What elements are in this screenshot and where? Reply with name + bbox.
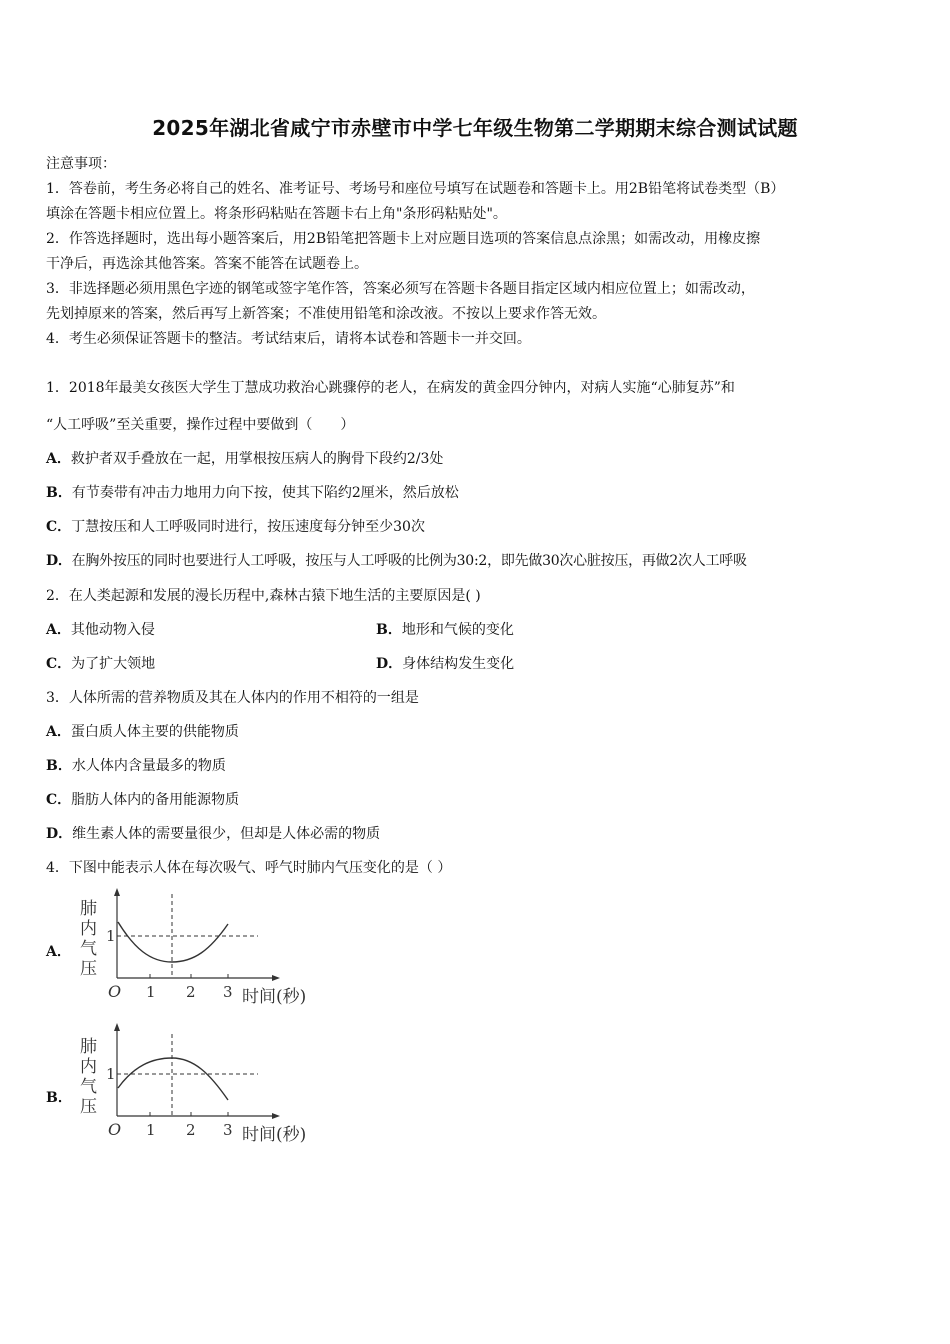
q4-stem: 4．下图中能表示人体在每次吸气、呼气时肺内气压变化的是（ ） [46,860,452,876]
y-axis-label-char: 肺 [80,899,97,919]
option-text: 地形和气候的变化 [401,622,514,638]
option-label: B． [46,758,72,774]
option-label: D． [376,656,403,672]
x-axis-label: 时间(秒) [242,1125,307,1145]
q3-option-d [46,823,380,843]
option-label: C． [46,519,72,535]
x-tick-label: 2 [186,983,196,1001]
option-text: 身体结构发生变化 [402,656,515,672]
q1-stem-line2: “人工呼吸”至关重要，操作过程中要做到（ ） [46,417,355,433]
option-text: 在胸外按压的同时也要进行人工呼吸，按压与人工呼吸的比例为30:2，即先做30次心脏按压，再做2次人工呼吸 [71,553,747,569]
q1-option-d [46,550,747,570]
x-tick-label: 3 [223,1121,233,1139]
y-axis-label-char: 气 [80,939,97,959]
option-label: D． [46,826,73,842]
option-label: A． [46,622,71,638]
option-text: 维生素人体的需要量很少，但却是人体必需的物质 [72,826,381,842]
q1-option-b [46,482,459,502]
option-text: 水人体内含量最多的物质 [71,758,226,774]
q3-stem: 3．人体所需的营养物质及其在人体内的作用不相符的一组是 [46,690,419,706]
page-title: 2025年湖北省咸宁市赤壁市中学七年级生物第二学期期末综合测试试题 [152,116,798,140]
notice-line: 3．非选择题必须用黑色字迹的钢笔或签字笔作答，答案必须写在答题卡各题目指定区域内相应位置上；如需改动， [46,281,755,297]
notice-line: 干净后，再选涂其他答案。答案不能答在试题卷上。 [46,256,368,272]
x-tick-label: 3 [223,983,233,1001]
notice-line: 2．作答选择题时，选出每小题答案后，用2B铅笔把答题卡上对应题目选项的答案信息点涂黑；如需改动，用橡皮擦 [46,231,761,247]
option-text: 丁慧按压和人工呼吸同时进行，按压速度每分钟至少30次 [71,519,425,535]
y-axis-arrow-icon [114,1023,120,1031]
option-label: A． [46,451,71,467]
pressure-curve [118,1058,228,1100]
y-axis-label-char: 内 [80,919,97,939]
notice-section [46,152,910,352]
q4-figure-a-label: A． [46,944,71,960]
x-tick-label: 1 [146,1121,156,1139]
x-axis-label: 时间(秒) [242,987,307,1007]
y-axis-arrow-icon [114,888,120,896]
y-axis-label-char: 肺 [80,1037,97,1057]
origin-label: O [108,982,122,1001]
notice-line: 4．考生必须保证答题卡的整洁。考试结束后，请将本试卷和答题卡一并交回。 [46,331,531,347]
origin-label: O [108,1120,122,1139]
option-text: 救护者双手叠放在一起，用掌根按压病人的胸骨下段约2/3处 [70,451,444,467]
notice-line: 先划掉原来的答案，然后再写上新答案；不准使用铅笔和涂改液。不按以上要求作答无效。 [46,306,606,322]
q1-option-a [46,448,443,468]
q4-figure-a-graph [70,886,330,1010]
y-axis-label-char: 气 [80,1077,97,1097]
x-tick-label: 1 [146,983,156,1001]
option-label: B． [376,622,402,638]
option-label: D． [46,553,72,569]
q2-stem: 2．在人类起源和发展的漫长历程中,森林古猿下地生活的主要原因是( ) [46,588,481,604]
y-axis-label-char: 压 [80,959,97,979]
pressure-curve [118,922,228,962]
notice-line: 1．答卷前，考生务必将自己的姓名、准考证号、考场号和座位号填写在试题卷和答题卡上。用2B铅笔将试卷类型（B） [46,181,785,197]
option-text: 其他动物入侵 [70,622,155,638]
option-text: 蛋白质人体主要的供能物质 [70,724,239,740]
y-tick-label: 1 [106,1065,116,1083]
option-label: C． [46,792,72,808]
y-axis-label-char: 压 [80,1097,97,1117]
q3-option-c [46,789,239,809]
q4-figure-b-label: B． [46,1090,72,1106]
x-axis-arrow-icon [272,1113,280,1119]
x-axis-arrow-icon [272,975,280,981]
option-label: C． [46,656,72,672]
option-label: A． [46,724,71,740]
q3-option-b [46,755,226,775]
notice-line: 填涂在答题卡相应位置上。将条形码粘贴在答题卡右上角"条形码粘贴处"。 [46,206,507,222]
q2-option-c [46,653,155,673]
q2-option-b [376,619,514,639]
q2-option-d [376,653,514,673]
y-tick-label: 1 [106,927,116,945]
q3-option-a [46,721,239,741]
notice-heading: 注意事项： [46,156,116,172]
option-text: 脂肪人体内的备用能源物质 [71,792,240,808]
x-tick-label: 2 [186,1121,196,1139]
q1-stem-line1: 1．2018年最美女孩医大学生丁慧成功救治心跳骤停的老人，在病发的黄金四分钟内，对病人实施“心肺复苏”和 [46,380,735,396]
option-text: 为了扩大领地 [71,656,156,672]
option-text: 有节奏带有冲击力地用力向下按，使其下陷约2厘米，然后放松 [71,485,459,501]
y-axis-label-char: 内 [80,1057,97,1077]
q1-option-c [46,516,425,536]
option-label: B． [46,485,72,501]
q2-option-a [46,619,155,639]
q4-figure-b-graph [70,1020,330,1150]
